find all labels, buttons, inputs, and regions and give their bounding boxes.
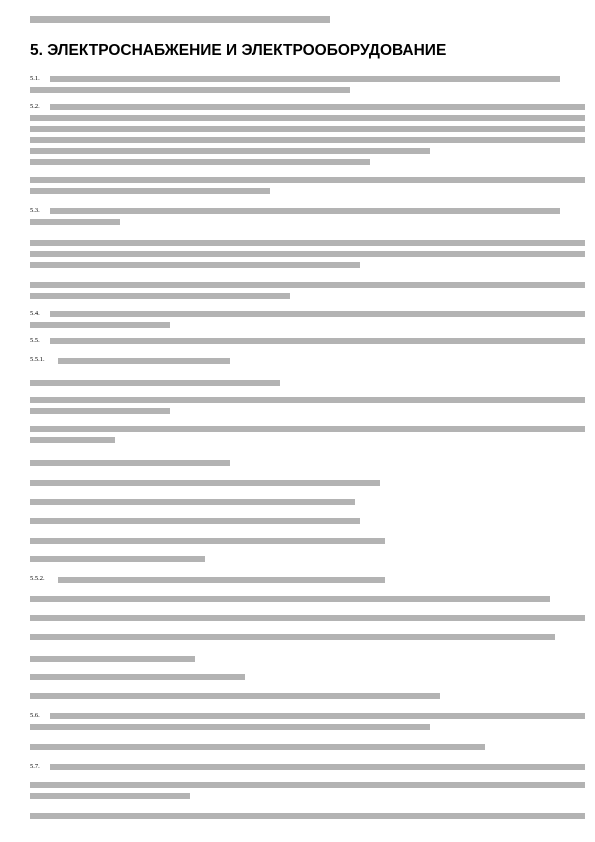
text-line [30,159,370,165]
text-line [30,615,585,621]
section-number: 5.4. [30,310,40,317]
text-line [30,219,120,225]
text-line [30,656,195,662]
text-line [30,126,585,132]
text-line [50,208,560,214]
text-line [30,188,270,194]
text-line [30,397,585,403]
text-line [50,311,585,317]
text-line [30,380,280,386]
text-line [30,793,190,799]
text-line [50,713,585,719]
section-number: 5.5.1. [30,356,45,363]
text-line [30,240,585,246]
text-line [30,480,380,486]
section-number: 5.6. [30,712,40,719]
text-line [30,87,350,93]
top-text-line [30,16,330,23]
text-line [30,115,585,121]
text-line [30,437,115,443]
section-number: 5.2. [30,103,40,110]
text-line [30,322,170,328]
text-line [30,724,430,730]
text-line [30,674,245,680]
text-line [30,177,585,183]
section-number: 5.5.2. [30,575,45,582]
text-line [30,556,205,562]
text-line [30,518,360,524]
text-line [30,596,550,602]
text-line [30,499,355,505]
text-line [30,148,430,154]
text-line [30,693,440,699]
text-line [30,813,585,819]
text-line [30,744,485,750]
text-line [30,460,230,466]
section-heading: 5. ЭЛЕКТРОСНАБЖЕНИЕ И ЭЛЕКТРООБОРУДОВАНИЕ [30,42,447,59]
text-line [58,577,385,583]
text-line [50,764,585,770]
text-line [30,538,385,544]
text-line [30,282,585,288]
section-number: 5.5. [30,337,40,344]
section-number: 5.7. [30,763,40,770]
text-line [50,76,560,82]
text-line [30,262,360,268]
text-line [50,338,585,344]
text-line [30,634,555,640]
section-number: 5.1. [30,75,40,82]
text-line [30,408,170,414]
text-line [58,358,230,364]
text-line [30,426,585,432]
text-line [30,137,585,143]
section-number: 5.3. [30,207,40,214]
text-line [30,293,290,299]
text-line [30,251,585,257]
text-line [30,782,585,788]
text-line [50,104,585,110]
